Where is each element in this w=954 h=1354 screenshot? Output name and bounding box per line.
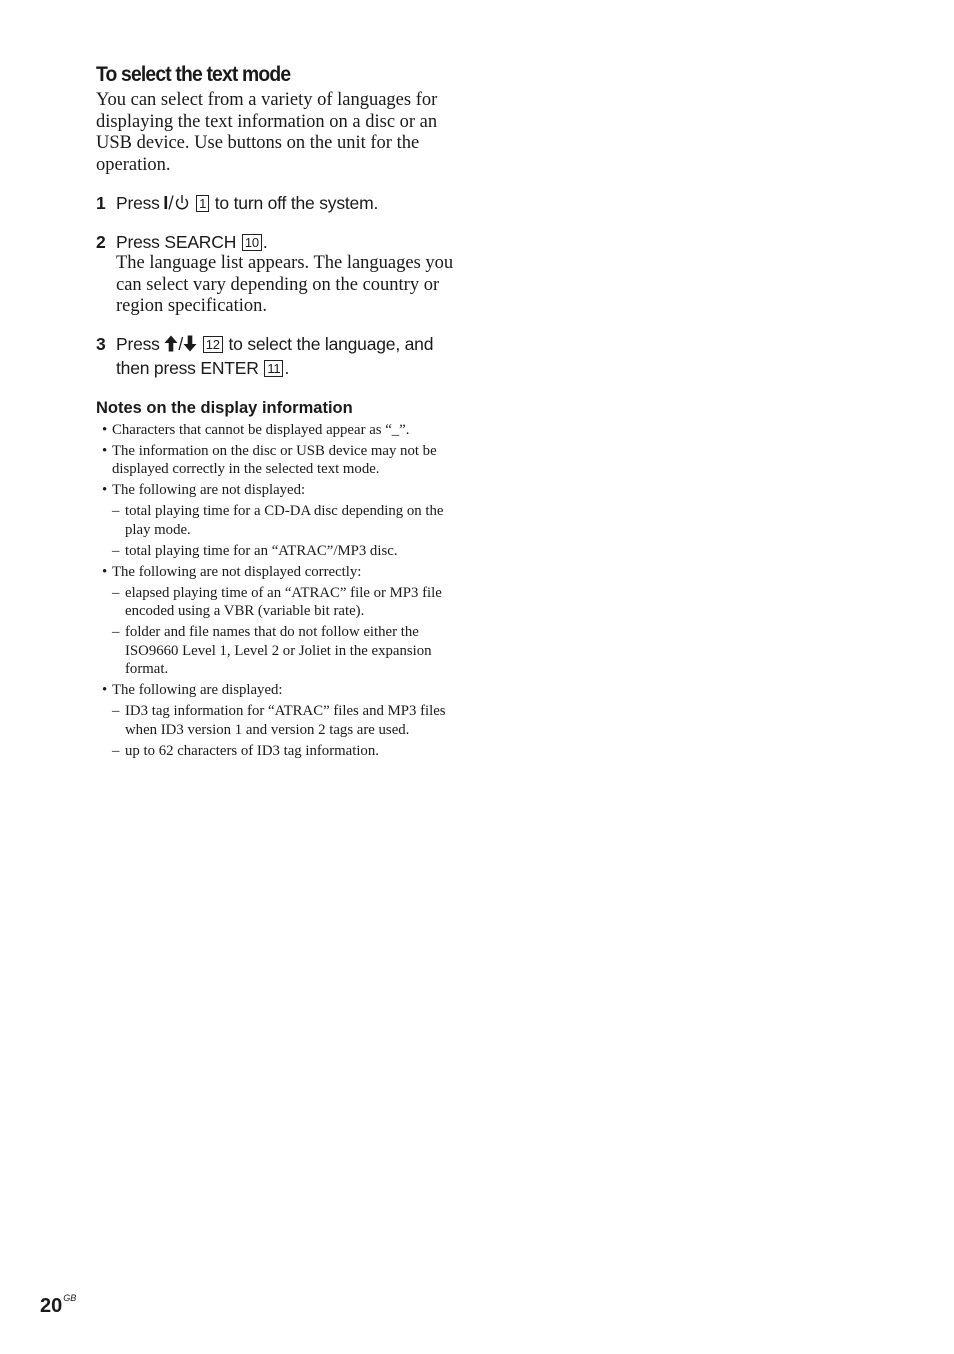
step-text: [116, 231, 468, 253]
step-instruction: to turn off the system.: [210, 193, 379, 213]
step-number: 3: [96, 333, 106, 354]
note-subitem: – folder and file names that do not follow either the ISO9660 Level 1, Level 2 or Joliet in the expansion format.: [112, 623, 468, 679]
step-number: 1: [96, 193, 106, 213]
up-arrow-icon: [164, 335, 178, 357]
steps-list: [96, 192, 468, 379]
step-1: [96, 192, 468, 216]
step-press-label: Press: [116, 193, 160, 213]
key-number-box: 1: [196, 195, 209, 212]
note-subitem: – total playing time for a CD-DA disc depending on the play mode.: [112, 502, 468, 539]
note-sublist: [112, 702, 468, 760]
note-item: [96, 563, 468, 679]
note-text: Characters that cannot be displayed appear as “_”.: [112, 421, 410, 438]
note-item: [96, 681, 468, 760]
step-period: .: [284, 357, 290, 378]
section-heading: To select the text mode: [96, 63, 291, 86]
step-press-label: Press SEARCH: [116, 232, 237, 252]
note-sublist: [112, 502, 468, 560]
note-subitem: – ID3 tag information for “ATRAC” files and MP3 files when ID3 version 1 and version 2 tags are used.: [112, 702, 468, 739]
step-number: 2: [96, 232, 106, 252]
note-subitem: – elapsed playing time of an “ATRAC” file or MP3 file encoded using a VBR (variable bit rate).: [112, 584, 468, 621]
note-text: The following are displayed:: [112, 682, 283, 698]
note-subitem: – total playing time for an “ATRAC”/MP3 disc.: [112, 542, 468, 561]
note-text: The information on the disc or USB device may not be displayed correctly in the selected text mode.: [112, 442, 437, 477]
notes-list: [96, 421, 468, 761]
note-item: [96, 481, 468, 560]
intro-paragraph: You can select from a variety of languages for displaying the text information on a disc or an USB device. Use buttons on the unit for the operation.: [96, 90, 438, 175]
key-number-box: 11: [264, 360, 283, 377]
power-icon: [164, 194, 190, 216]
main-column: [96, 60, 468, 763]
step-text: [116, 334, 433, 378]
note-sublist: [112, 584, 468, 679]
arrow-separator: /: [178, 333, 184, 354]
step-press-label: Press: [116, 333, 160, 354]
step-instruction: to select the language, and then press ENTER: [116, 333, 434, 378]
note-text: The following are not displayed correctly:: [112, 563, 362, 580]
page-number-value: 20: [40, 1295, 63, 1317]
key-number-box: 10: [242, 234, 262, 251]
notes-heading: Notes on the display information: [96, 398, 353, 417]
step-2: [96, 231, 468, 318]
step-period: .: [262, 232, 268, 252]
down-arrow-icon: [183, 335, 197, 357]
step-3: [96, 333, 468, 379]
page-number: [40, 1284, 76, 1320]
note-subitem: – up to 62 characters of ID3 tag information.: [112, 742, 468, 761]
step-text: [116, 193, 378, 213]
key-number-box: 12: [203, 336, 223, 353]
note-item: [96, 442, 468, 479]
note-item: [96, 421, 468, 440]
note-text: The following are not displayed:: [112, 482, 306, 498]
page-region-suffix: GB: [63, 1293, 77, 1303]
step-description: The language list appears. The languages you can select vary depending on the country or region specification.: [116, 253, 454, 316]
